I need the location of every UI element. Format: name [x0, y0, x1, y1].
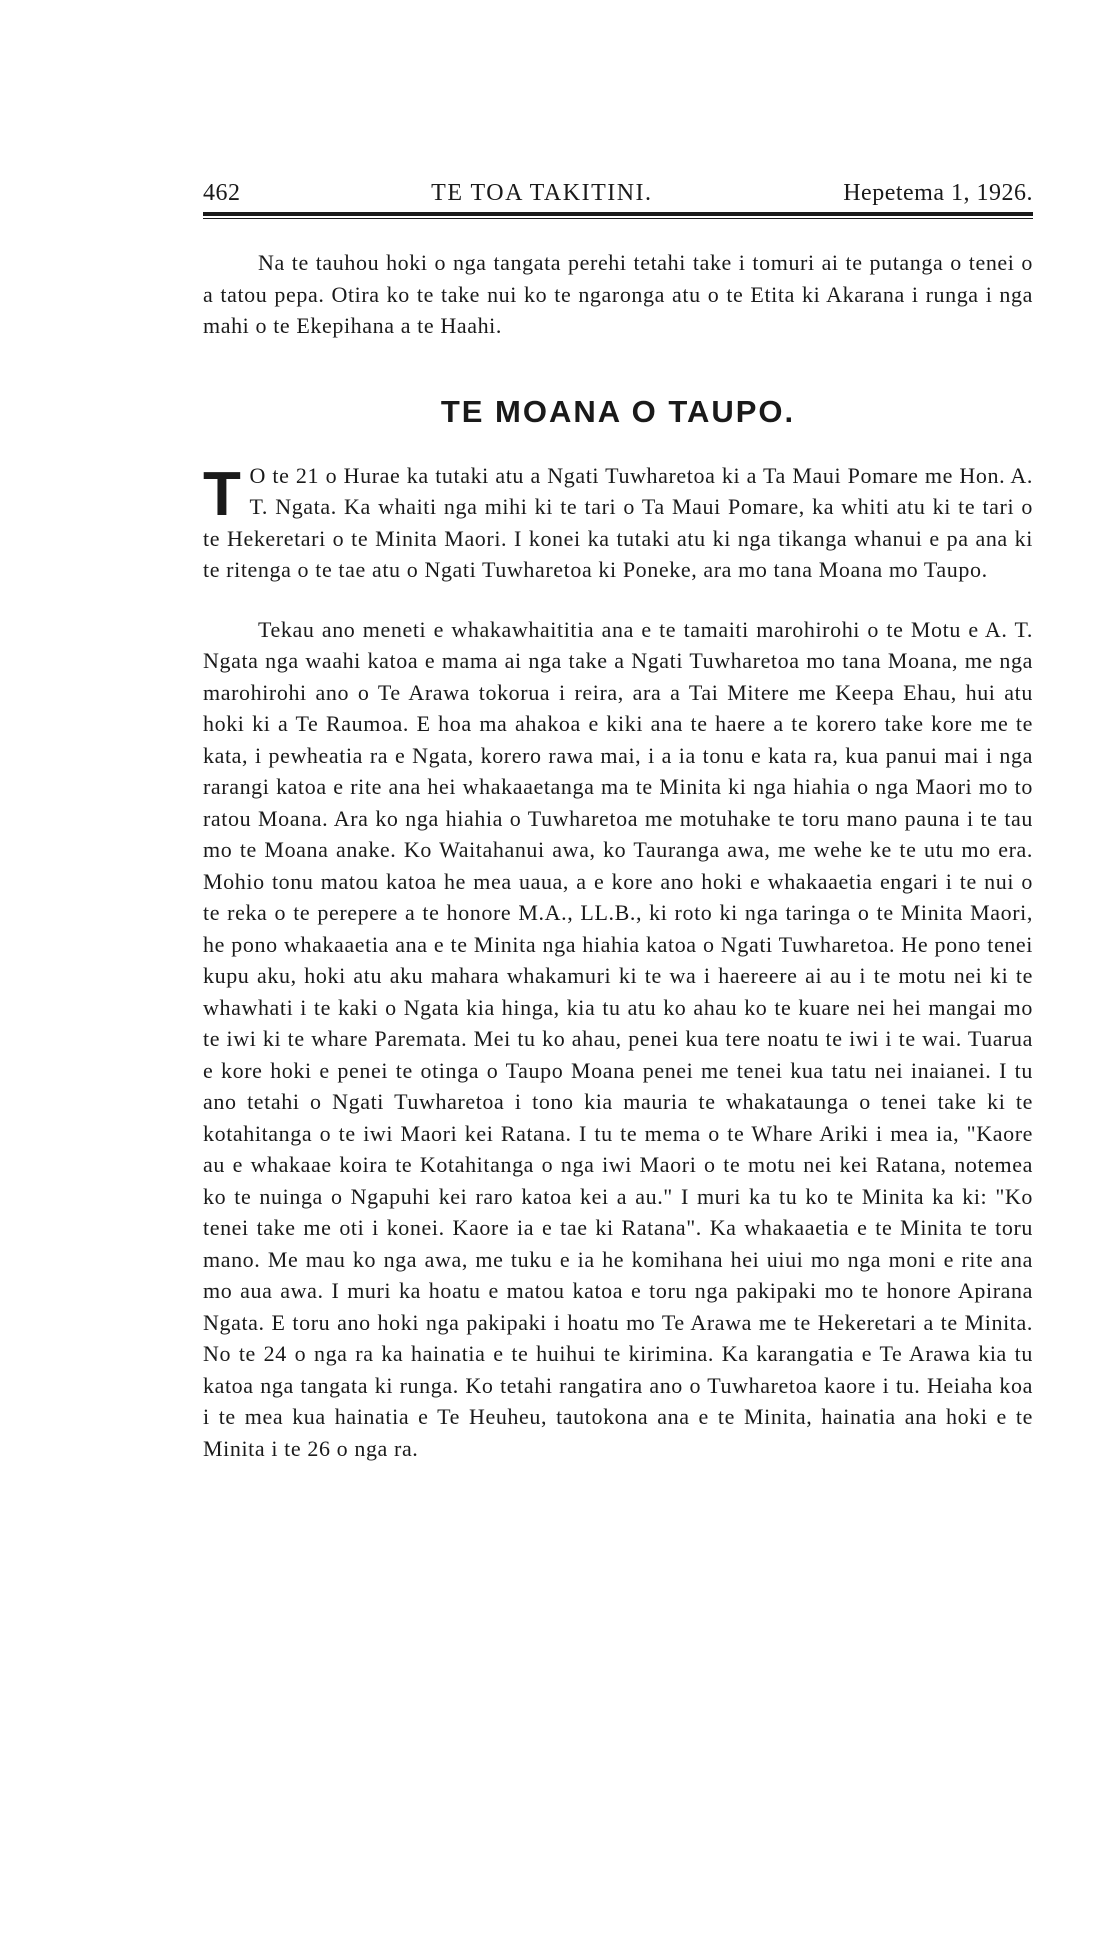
running-header: [203, 180, 1033, 210]
header-rule-thick: [203, 212, 1033, 216]
publication-title: TE TOA TAKITINI.: [431, 180, 653, 206]
article-heading: TE MOANA O TAUPO.: [440, 393, 796, 429]
intro-paragraph: Na te tauhou hoki o nga tangata perehi tetahi take i tomuri ai te putanga o tenei o a tatou pepa. Otira ko te take nui ko te ngaronga atu o te Etita ki Akarana i runga i nga mahi o te Ekepihana a te Haahi.: [203, 250, 1033, 338]
first-paragraph-text: O te 21 o Hurae ka tutaki atu a Ngati Tuwharetoa ki a Ta Maui Pomare me Hon. A. T. Ngata. Ka whaiti nga mihi ki te tari o Ta Maui Pomare, ka whiti atu ki te tari o te Hekeretari o te Minita Maori. I konei ka tutaki atu ki nga tikanga whanui e pa ana ki te ritenga o te tae atu o Ngati Tuwharetoa ki Poneke, ara mo tana Moana mo Taupo.: [203, 462, 1033, 582]
header-rule-thin: [203, 218, 1033, 219]
issue-date: Hepetema 1, 1926.: [843, 180, 1033, 206]
page-number: 462: [203, 180, 241, 206]
article-second-paragraph: Tekau ano meneti e whakawhaititia ana e te tamaiti marohirohi o te Motu e A. T. Ngata nga waahi katoa e mama ai nga take a Ngati Tuwharetoa mo tana Moana, me nga marohirohi ano o Te Arawa tokorua i reira, ara a Tai Mitere me Keepa Ehau, hui atu hoki ki a Te Raumoa. E hoa ma ahakoa e kiki ana te haere a te korero take kore me te kata, i pewheatia ra e Ngata, korero rawa mai, i a ia tonu e kata ra, kua panui mai i nga rarangi katoa e rite ana hei whakaaetanga ma te Minita ki nga hiahia o nga Maori mo to ratou Moana. Ara ko nga hiahia o Tuwharetoa me motuhake te toru mano pauna i te tau mo te Moana anake. Ko Waitahanui awa, ko Tauranga awa, me wehe ke te utu mo era. Mohio tonu matou katoa he mea uaua, a e kore ano hoki e whakaaetia engari i te nui o te reka o te perepere a te honore M.A., LL.B., ki roto ki nga taringa o te Minita Maori, he pono whakaaetia ana e te Minita nga hiahia katoa o Ngati Tuwharetoa. He pono tenei kupu aku, hoki atu aku mahara whakamuri ki te wa i haereere ai au i te motu nei ki te whawhati i te kaki o Ngata kia hinga, kia tu atu ko ahau ko te kuare nei hei mangai mo te iwi ki te whare Paremata. Mei tu ko ahau, penei kua tere noatu te iwi i te wai. Tuarua e kore hoki e penei te otinga o Taupo Moana penei me tenei kua tatu nei inaianei. I tu ano tetahi o Ngati Tuwharetoa i tono kia mauria te whakataunga o tenei take ki te kotahitanga o te iwi Maori kei Ratana. I tu te mema o te Whare Ariki i mea ia, "Kaore au e whakaae koira te Kotahitanga o nga iwi Maori o te motu nei kei Ratana, notemea ko te nuinga o Ngapuhi kei raro katoa kei a au." I muri ka tu ko te Minita ka ki: "Ko tenei take me oti i konei. Kaore ia e tae ki Ratana". Ka whakaaetia e te Minita te toru mano. Me mau ko nga awa, me tuku e ia he komihana hei uiui mo nga moni e rite ana mo aua awa. I muri ka hoatu e matou katoa e toru nga pakipaki mo te honore Apirana Ngata. E toru ano hoki nga pakipaki i hoatu mo Te Arawa me te Hekeretari a te Minita. No te 24 o nga ra ka hainatia e te huihui te kirimina. Ka karangatia e Te Arawa kia tu katoa nga tangata ki runga. Ko tetahi rangatira ano o Tuwharetoa kaore i tu. Heiaha koa i te mea kua hainatia e Te Heuheu, tautokona ana e te Minita, hainatia ana hoki e te Minita i te 26 o nga ra.: [203, 616, 1033, 1461]
article-first-paragraph: [203, 460, 1033, 586]
newspaper-page: [203, 180, 1033, 1464]
drop-cap: T: [203, 459, 242, 529]
